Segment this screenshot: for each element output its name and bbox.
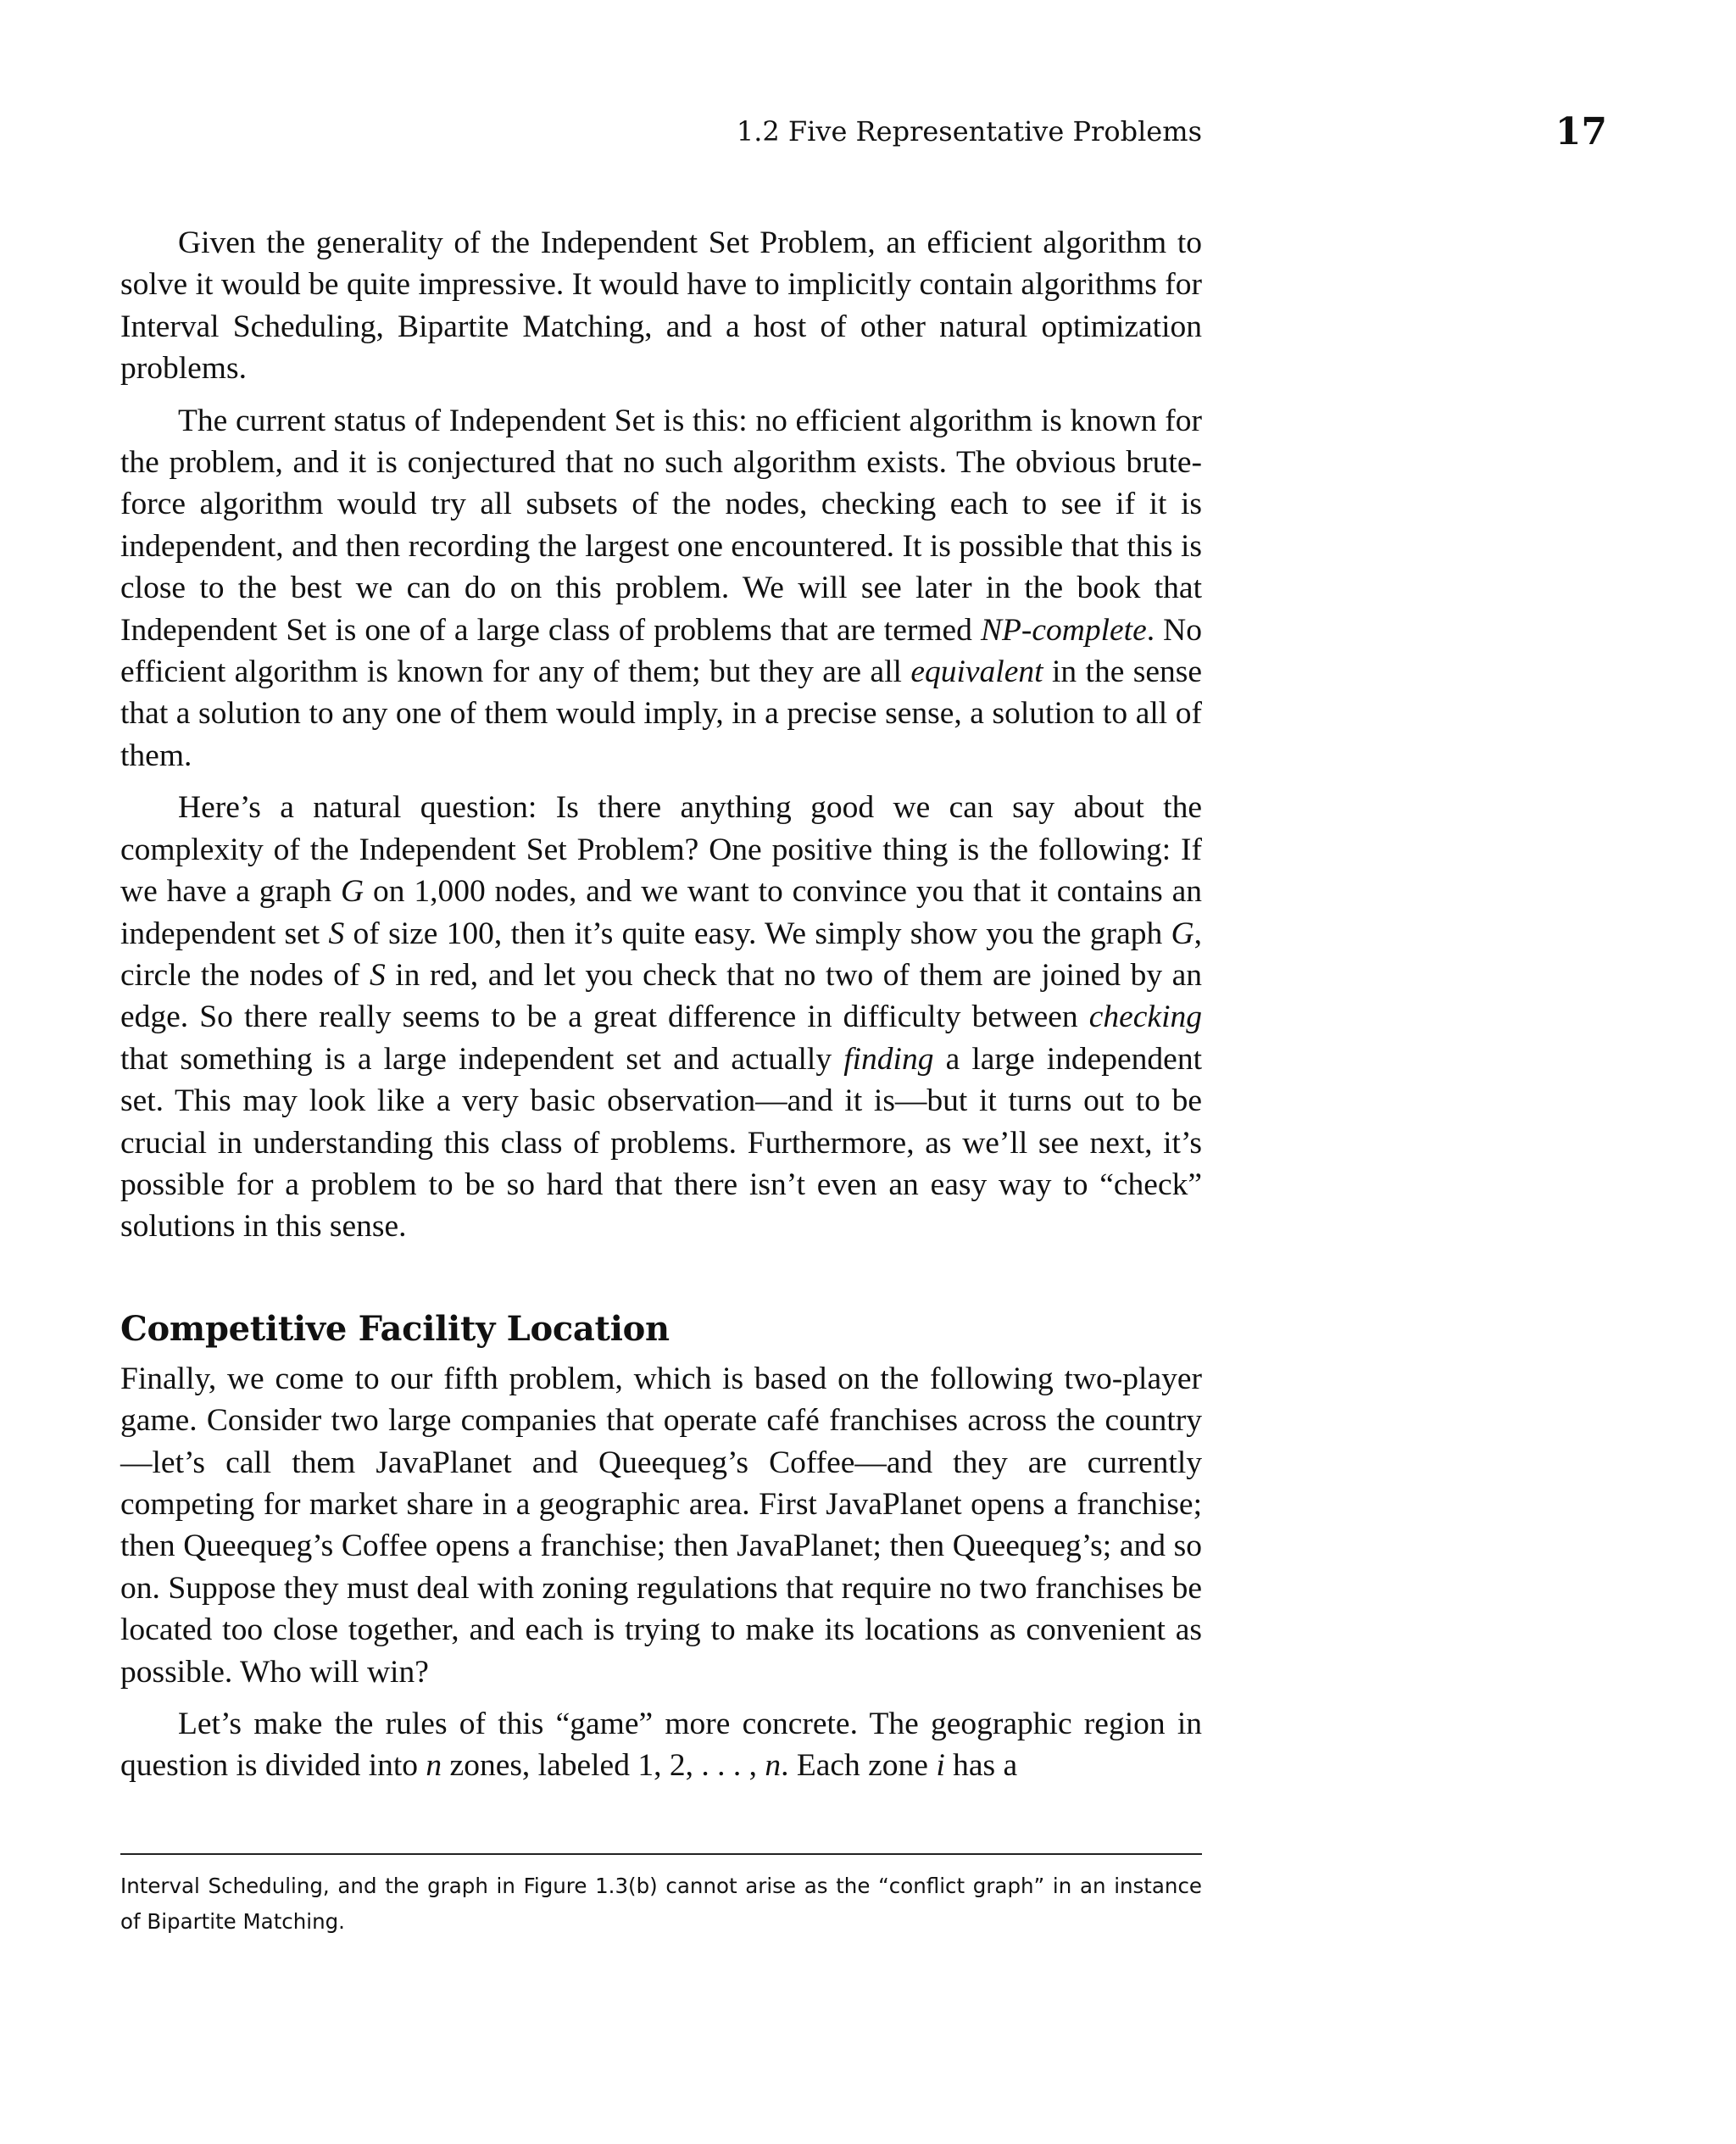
text-run: , circle the nodes of — [120, 916, 1202, 993]
text-run: that something is a large independent set and actually — [120, 1041, 844, 1077]
text-run: on 1,000 nodes, and we want to convince you that it contains an independent set — [120, 874, 1202, 951]
text-run: of size 100, then it’s quite easy. We simply show you the graph — [344, 916, 1171, 951]
main-text — [120, 222, 1202, 1797]
text-run: has a — [944, 1748, 1018, 1784]
math-g: G — [341, 874, 364, 910]
text-run: Here’s a natural question: Is there anything good we can say about the complexity of the Independent Set Problem? One positive thing is the following: If we have a graph — [120, 790, 1202, 910]
math-i: i — [936, 1748, 945, 1784]
text-run: in the sense that a solution to any one of them would imply, in a precise sense, a solution to all of them. — [120, 654, 1202, 773]
text-run: a large independent set. This may look like a very basic observation—and it is—but it turns out to be crucial in understanding this class of problems. Furthermore, as we’ll see next, it’s possible for a problem to be so hard that there isn’t even an easy way to “check” solutions in this sense. — [120, 1041, 1202, 1245]
paragraph-2 — [120, 400, 1202, 777]
footnote: Interval Scheduling, and the graph in Figure 1.3(b) cannot arise as the “conflict graph” in an instance of Bipartite Matching. — [120, 1874, 1202, 1934]
text-run: The current status of Independent Set is this: no efficient algorithm is known for the problem, and it is conjectured that no such algorithm exists. The obvious brute-force algorithm would try all subsets of the nodes, checking each to see if it is independent, and then recording the largest one encountered. It is possible that this is close to the best we can do on this problem. We will see later in the book that Independent Set is one of a large class of problems that are termed — [120, 403, 1202, 648]
section-paragraph-2 — [120, 1703, 1202, 1787]
paragraph-3 — [120, 787, 1202, 1247]
running-head: 1.2 Five Representative Problems — [736, 115, 1202, 148]
text-run: zones, labeled 1, 2, . . . , — [442, 1748, 765, 1784]
footnote-divider — [120, 1853, 1202, 1855]
math-s: S — [328, 916, 345, 951]
page-number: 17 — [1555, 110, 1607, 153]
text-run: in red, and let you check that no two of them are joined by an edge. So there really seems to be a great difference in difficulty between — [120, 957, 1203, 1035]
emphasis-checking: checking — [1088, 1000, 1202, 1035]
text-run: Let’s make the rules of this “game” more concrete. The geographic region in question is divided into — [120, 1707, 1202, 1784]
section-paragraph-1: Finally, we come to our fifth problem, which is based on the following two-player game. Consider two large companies that operate café franchises across the country—let’s call them JavaPlanet and Queequeg’s Coffee—and they are currently competing for market share in a geographic area. First JavaPlanet opens a franchise; then Queequeg’s Coffee opens a franchise; then JavaPlanet; then Queequeg’s; and so on. Suppose they must deal with zoning regulations that require no two franchises be located too close together, and each is trying to make its locations as convenient as possible. Who will win? — [120, 1361, 1202, 1690]
emphasis-finding: finding — [843, 1041, 934, 1077]
paragraph-1: Given the generality of the Independent Set Problem, an efficient algorithm to solve it would be quite impressive. It would have to implicitly contain algorithms for Interval Scheduling, Bipartite Matching, and a host of other natural optimization problems. — [120, 226, 1202, 387]
section-heading: Competitive Facility Location — [120, 1308, 670, 1349]
emphasis-equivalent: equivalent — [910, 654, 1043, 690]
emphasis-np-complete: NP-complete — [980, 612, 1147, 648]
math-n: n — [426, 1748, 442, 1784]
text-run: . Each zone — [781, 1748, 937, 1784]
text-run: . No efficient algorithm is known for any of them; but they are all — [120, 612, 1202, 690]
math-n: n — [765, 1748, 782, 1784]
math-g: G — [1171, 916, 1194, 951]
math-s: S — [369, 957, 386, 993]
